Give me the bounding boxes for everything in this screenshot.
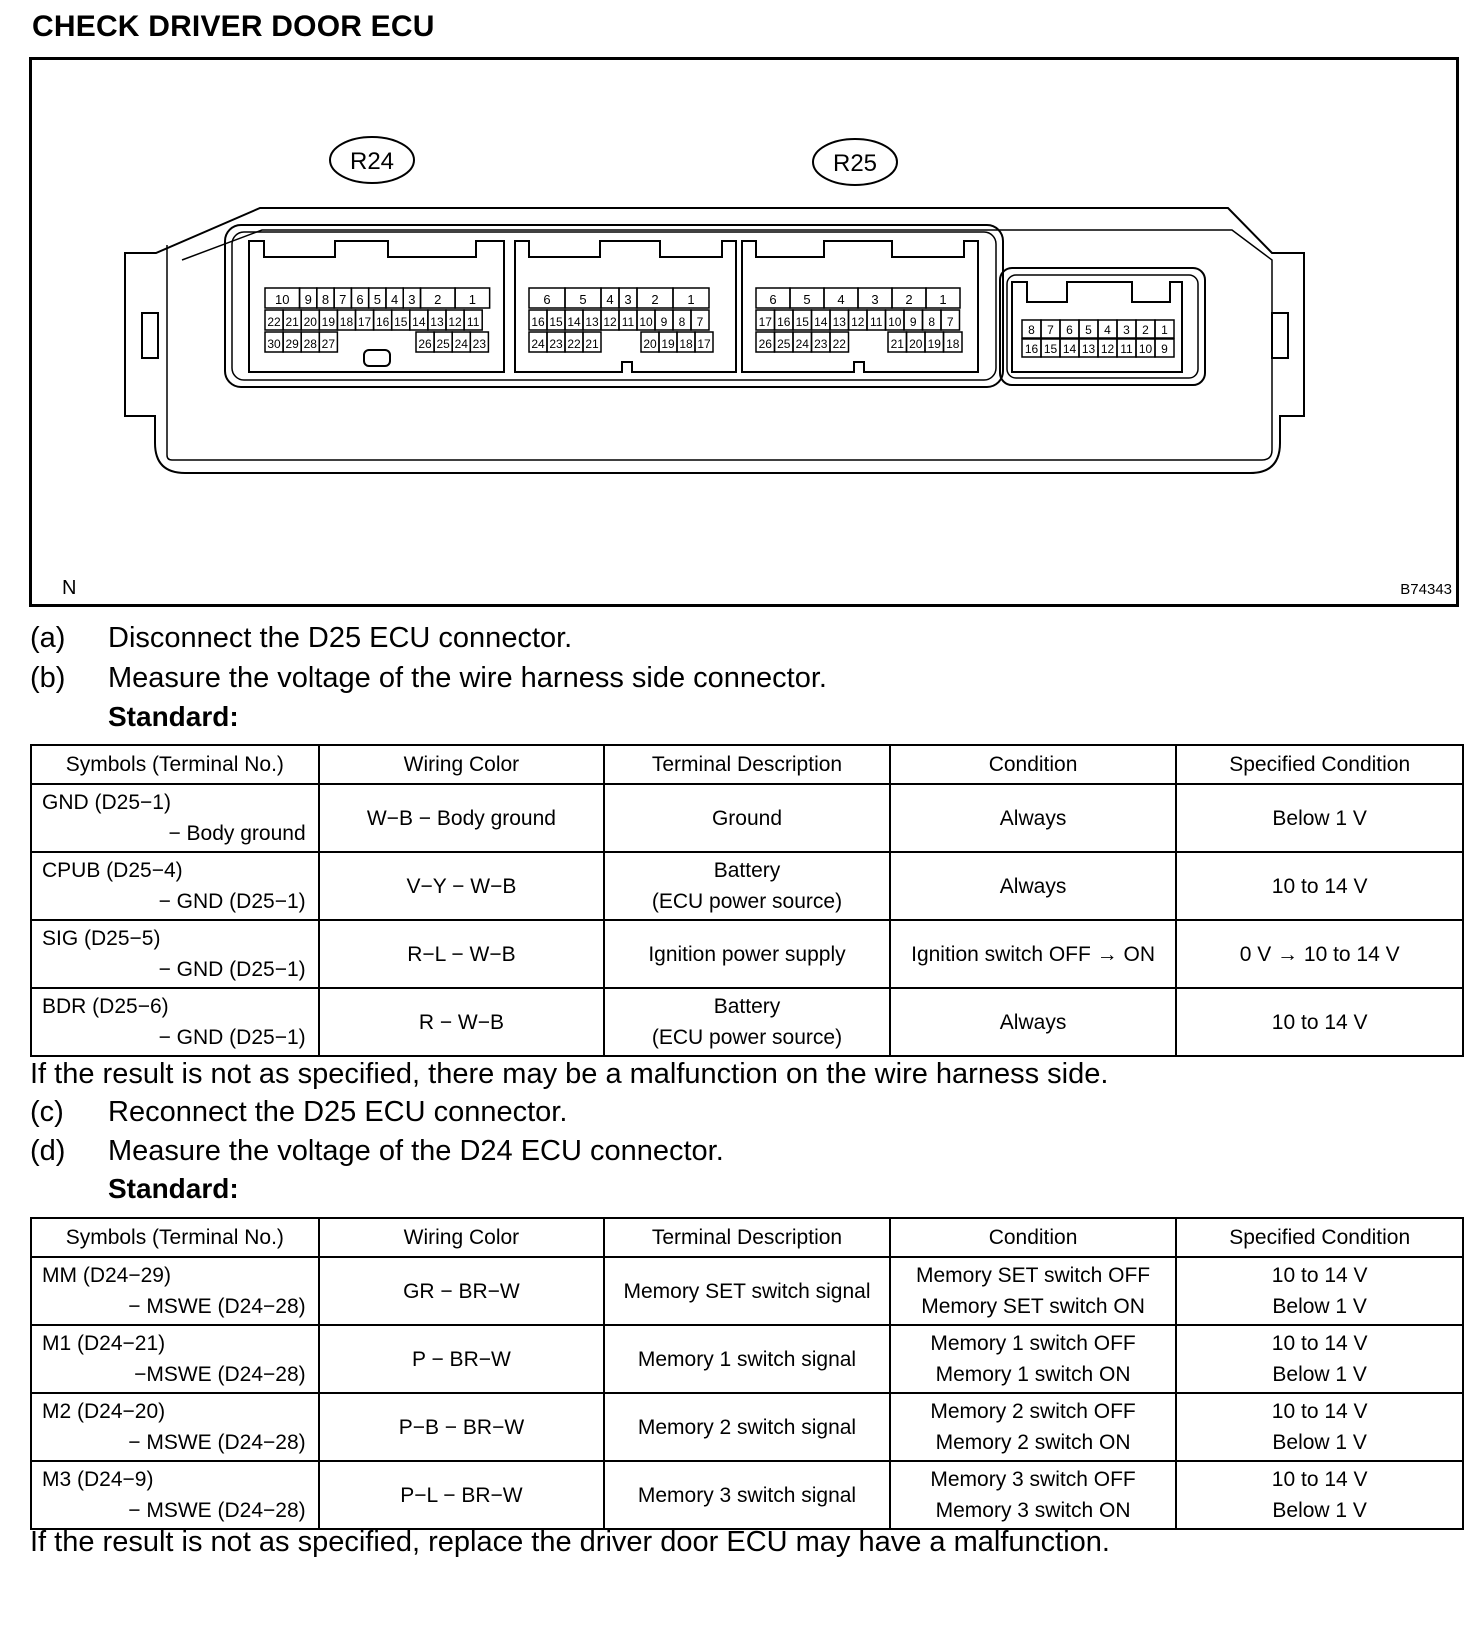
symbols-cell: BDR (D25−6) − GND (D25−1) (31, 988, 319, 1056)
col-terminal-description: Terminal Description (604, 745, 890, 784)
pin-number: 3 (1123, 323, 1130, 337)
pin-number: 23 (472, 337, 487, 351)
pin-number: 27 (321, 337, 336, 351)
pin-number: 5 (579, 292, 587, 307)
pin-number: 12 (1100, 342, 1115, 356)
pin-number: 20 (303, 315, 317, 329)
wiring-color-cell: P−L − BR−W (319, 1461, 605, 1529)
figure-code: B74343 (1400, 581, 1452, 598)
pin-number: 2 (1142, 323, 1149, 337)
pin-number: 7 (1047, 323, 1054, 337)
pin-number: 10 (275, 292, 290, 307)
pin-number: 3 (624, 292, 632, 307)
pin-number: 14 (567, 315, 581, 329)
symbols-cell: MM (D24−29) − MSWE (D24−28) (31, 1257, 319, 1325)
pin-number: 12 (448, 315, 462, 329)
pin-number: 6 (1066, 323, 1073, 337)
pin-number: 24 (531, 337, 545, 351)
pin-number: 4 (606, 292, 614, 307)
pin-number: 13 (832, 315, 846, 329)
pin-number: 21 (585, 337, 599, 351)
pin-number: 19 (321, 315, 336, 329)
terminal-description-cell: Memory 1 switch signal (604, 1325, 890, 1393)
standard-table-d24 (30, 1217, 1464, 1530)
pin-number: 16 (1024, 342, 1039, 356)
pin-number: 1 (1161, 323, 1168, 337)
note-wire-harness: If the result is not as specified, there may be a malfunction on the wire harness side. (30, 1058, 1109, 1090)
col-terminal-description: Terminal Description (604, 1218, 890, 1257)
connector-diagram (29, 57, 1459, 607)
terminal-description-cell: Memory SET switch signal (604, 1257, 890, 1325)
table-row (31, 1257, 1463, 1325)
pin-number: 19 (661, 337, 675, 351)
pin-number: 7 (946, 315, 954, 329)
pin-number: 28 (303, 337, 317, 351)
pin-number: 24 (795, 337, 809, 351)
pin-number: 15 (549, 315, 563, 329)
pin-number: 4 (1104, 323, 1111, 337)
pin-number: 5 (803, 292, 811, 307)
terminal-description-cell: Battery (ECU power source) (604, 988, 890, 1056)
pin-number: 8 (1028, 323, 1035, 337)
specified-condition-cell: 0 V → 10 to 14 V (1176, 920, 1463, 988)
pin-number: 26 (758, 337, 772, 351)
pin-number: 19 (927, 337, 941, 351)
step-a: (a) Disconnect the D25 ECU connector. (30, 622, 573, 654)
note-replace-ecu: If the result is not as specified, replace the driver door ECU may have a malfunction. (30, 1526, 1110, 1558)
pin-number: 14 (1062, 342, 1077, 356)
condition-cell: Memory SET switch OFF Memory SET switch ON (890, 1257, 1177, 1325)
pin-number: 6 (543, 292, 551, 307)
specified-condition-cell: Below 1 V (1176, 784, 1463, 852)
pin-number: 25 (436, 337, 450, 351)
table-row (31, 1393, 1463, 1461)
standard-label-1: Standard: (108, 701, 239, 732)
pin-number: 4 (390, 292, 399, 307)
table-row (31, 1325, 1463, 1393)
pin-number: 6 (769, 292, 777, 307)
pin-number: 30 (267, 337, 281, 351)
pin-number: 2 (434, 292, 442, 307)
pin-number: 14 (412, 315, 426, 329)
specified-condition-cell: 10 to 14 V Below 1 V (1176, 1325, 1463, 1393)
pin-number: 7 (696, 315, 704, 329)
pin-number: 12 (603, 315, 617, 329)
pin-number: 21 (285, 315, 299, 329)
pin-number: 17 (758, 315, 772, 329)
pin-number: 5 (1085, 323, 1092, 337)
pin-number: 22 (267, 315, 281, 329)
step-c: (c) Reconnect the D25 ECU connector. (30, 1096, 568, 1128)
pin-number: 29 (285, 337, 299, 351)
standard-label-2: Standard: (108, 1173, 239, 1204)
condition-cell: Memory 3 switch OFF Memory 3 switch ON (890, 1461, 1177, 1529)
pin-number: 1 (939, 292, 947, 307)
pin-number: 8 (678, 315, 686, 329)
pin-grids (265, 288, 1174, 357)
pin-number: 26 (418, 337, 432, 351)
wiring-color-cell: V−Y − W−B (319, 852, 605, 920)
pin-number: 2 (905, 292, 913, 307)
condition-cell: Ignition switch OFF → ON (890, 920, 1177, 988)
symbols-cell: CPUB (D25−4) − GND (D25−1) (31, 852, 319, 920)
specified-condition-cell: 10 to 14 V Below 1 V (1176, 1393, 1463, 1461)
pin-number: 1 (687, 292, 695, 307)
pin-number: 8 (321, 292, 330, 307)
step-b: (b) Measure the voltage of the wire harness side connector. (30, 662, 827, 694)
pin-number: 13 (1081, 342, 1096, 356)
pin-number: 15 (394, 315, 408, 329)
figure-corner-label: N (62, 577, 77, 599)
pin-number: 21 (890, 337, 904, 351)
col-condition: Condition (890, 745, 1177, 784)
pin-number: 14 (814, 315, 828, 329)
page-heading: CHECK DRIVER DOOR ECU (32, 10, 435, 43)
pin-number: 11 (621, 315, 635, 329)
terminal-description-cell: Ignition power supply (604, 920, 890, 988)
pin-number: 20 (643, 337, 657, 351)
pin-number: 3 (871, 292, 879, 307)
pin-number: 9 (304, 292, 312, 307)
table-row (31, 784, 1463, 852)
pin-number: 11 (1120, 342, 1133, 356)
pin-number: 1 (468, 292, 476, 307)
pin-number: 22 (832, 337, 846, 351)
specified-condition-cell: 10 to 14 V Below 1 V (1176, 1257, 1463, 1325)
specified-condition-cell: 10 to 14 V (1176, 852, 1463, 920)
col-symbols: Symbols (Terminal No.) (31, 1218, 319, 1257)
condition-cell: Always (890, 988, 1177, 1056)
r25-label: R25 (832, 150, 878, 177)
table-row (31, 920, 1463, 988)
pin-number: 3 (408, 292, 416, 307)
col-specified-condition: Specified Condition (1176, 1218, 1463, 1257)
wiring-color-cell: R − W−B (319, 988, 605, 1056)
pin-number: 16 (531, 315, 545, 329)
col-condition: Condition (890, 1218, 1177, 1257)
wiring-color-cell: P−B − BR−W (319, 1393, 605, 1461)
pin-number: 2 (651, 292, 659, 307)
terminal-description-cell: Memory 3 switch signal (604, 1461, 890, 1529)
table-row (31, 1461, 1463, 1529)
pin-number: 11 (870, 315, 883, 329)
pin-number: 13 (585, 315, 599, 329)
pin-number: 8 (928, 315, 936, 329)
pin-number: 9 (909, 315, 917, 329)
pin-number: 16 (375, 315, 390, 329)
table-row (31, 988, 1463, 1056)
col-wiring-color: Wiring Color (319, 745, 605, 784)
pin-number: 12 (851, 315, 865, 329)
pin-number: 11 (466, 315, 480, 329)
pin-number: 16 (777, 315, 791, 329)
wiring-color-cell: P − BR−W (319, 1325, 605, 1393)
terminal-description-cell: Ground (604, 784, 890, 852)
standard-table-d25 (30, 744, 1464, 1057)
pin-number: 24 (454, 337, 468, 351)
symbols-cell: M3 (D24−9) − MSWE (D24−28) (31, 1461, 319, 1529)
symbols-cell: M2 (D24−20) − MSWE (D24−28) (31, 1393, 319, 1461)
pin-number: 15 (1043, 342, 1058, 356)
condition-cell: Always (890, 852, 1177, 920)
pin-number: 6 (356, 292, 364, 307)
pin-number: 4 (837, 292, 845, 307)
pin-number: 25 (777, 337, 791, 351)
pin-number: 23 (549, 337, 563, 351)
wiring-color-cell: GR − BR−W (319, 1257, 605, 1325)
step-d: (d) Measure the voltage of the D24 ECU connector. (30, 1135, 724, 1167)
r24-label: R24 (349, 148, 395, 175)
col-symbols: Symbols (Terminal No.) (31, 745, 319, 784)
terminal-description-cell: Battery (ECU power source) (604, 852, 890, 920)
pin-number: 23 (814, 337, 828, 351)
pin-number: 5 (373, 292, 381, 307)
table-header-row (31, 1218, 1463, 1257)
pin-number: 17 (697, 337, 711, 351)
specified-condition-cell: 10 to 14 V Below 1 V (1176, 1461, 1463, 1529)
pin-number: 9 (1161, 342, 1168, 356)
pin-number: 15 (795, 315, 809, 329)
wiring-color-cell: R−L − W−B (319, 920, 605, 988)
pin-number: 18 (339, 315, 354, 329)
pin-number: 18 (679, 337, 693, 351)
connector-drawing (32, 60, 1456, 604)
pin-number: 18 (946, 337, 960, 351)
col-wiring-color: Wiring Color (319, 1218, 605, 1257)
table-row (31, 852, 1463, 920)
pin-number: 20 (909, 337, 923, 351)
symbols-cell: GND (D25−1) − Body ground (31, 784, 319, 852)
wiring-color-cell: W−B − Body ground (319, 784, 605, 852)
pin-number: 22 (567, 337, 581, 351)
col-specified-condition: Specified Condition (1176, 745, 1463, 784)
symbols-cell: SIG (D25−5) − GND (D25−1) (31, 920, 319, 988)
terminal-description-cell: Memory 2 switch signal (604, 1393, 890, 1461)
condition-cell: Memory 1 switch OFF Memory 1 switch ON (890, 1325, 1177, 1393)
pin-number: 10 (639, 315, 653, 329)
pin-number: 10 (1138, 342, 1153, 356)
specified-condition-cell: 10 to 14 V (1176, 988, 1463, 1056)
pin-number: 13 (430, 315, 444, 329)
pin-number: 17 (357, 315, 372, 329)
pin-number: 9 (660, 315, 668, 329)
table-header-row (31, 745, 1463, 784)
condition-cell: Always (890, 784, 1177, 852)
pin-number: 10 (888, 315, 902, 329)
symbols-cell: M1 (D24−21) −MSWE (D24−28) (31, 1325, 319, 1393)
condition-cell: Memory 2 switch OFF Memory 2 switch ON (890, 1393, 1177, 1461)
pin-number: 7 (339, 292, 347, 307)
